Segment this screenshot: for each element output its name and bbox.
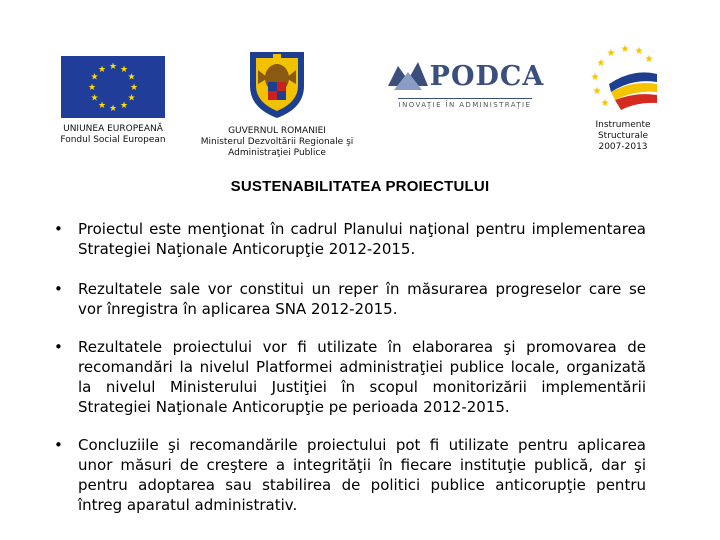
eu-flag-icon [61,56,165,118]
svg-text:★: ★ [620,44,630,55]
podca-tagline: INOVAŢIE ÎN ADMINISTRAŢIE [398,101,532,109]
svg-text:★: ★ [592,86,602,97]
svg-text:★: ★ [644,54,654,65]
svg-text:★: ★ [600,98,610,109]
list-item-text: Rezultatele sale vor constitui un reper în măsurarea progreselor care se vor înregistra în aplicarea SNA 2012-2015. [78,280,646,318]
podca-logo-text: PODCA [429,60,545,92]
list-item-text: Concluziile şi recomandările proiectului pot fi utilizate pentru aplicarea unor măsuri de creştere a integrităţii în fiecare instituţie publică, dar şi pentru adoptarea sau stabilirea de politici publice anticorupţie pentru întreg aparatul administrativ. [78,436,646,514]
list-item [52,279,646,319]
list-item [52,219,646,259]
svg-text:★: ★ [108,62,118,72]
svg-text:★: ★ [606,48,616,59]
svg-text:★: ★ [590,72,600,83]
svg-text:★: ★ [90,72,99,83]
svg-text:★: ★ [87,83,97,93]
podca-emblem-icon [386,58,430,94]
list-item [52,337,646,417]
coat-of-arms-icon [246,48,308,120]
svg-text:★: ★ [127,72,136,83]
page-title: SUSTENABILITATEA PROIECTULUI [230,178,490,195]
is-caption-line2: Structurale [597,131,649,141]
bullet-icon: • [54,280,63,298]
eu-caption-line2: Fondul Social European [60,135,166,145]
svg-text:★: ★ [97,101,107,111]
svg-text:★: ★ [129,83,139,93]
svg-text:★: ★ [634,46,644,57]
list-item-text: Proiectul este menţionat în cadrul Planului naţional pentru implementarea Strategiei Naţionale Anticorupţie 2012-2015. [78,220,646,258]
gov-caption-line3: Administraţiei Publice [228,148,326,158]
list-item-text: Rezultatele proiectului vor fi utilizate în elaborarea şi promovarea de recomandări la nivelul Platformei administraţiei publice locale, organizată la nivelul Ministerului Justiţiei în scopul monitorizării implementării Strategiei Naţionale Anticorupţie pe perioada 2012-2015. [78,338,646,416]
bullet-icon: • [54,338,63,356]
eu-caption-line1: UNIUNEA EUROPEANĂ [63,124,163,134]
is-caption-line1: Instrumente [595,120,651,130]
instrumente-structurale-logo-block [578,40,668,153]
podca-logo-block [380,58,550,109]
svg-text:★: ★ [97,65,107,75]
podca-divider [398,98,532,99]
bullet-icon: • [54,436,63,454]
gov-caption-line2: Ministerul Dezvoltării Regionale şi [200,137,354,147]
svg-text:★: ★ [90,93,99,104]
bullet-list [52,219,646,515]
gov-logo-block [182,48,372,159]
svg-text:★: ★ [127,93,136,104]
instrumente-structurale-emblem-icon [587,40,659,118]
gov-caption-line1: GUVERNUL ROMANIEI [228,126,326,136]
bullet-icon: • [54,220,63,238]
svg-text:★: ★ [596,58,606,69]
svg-text:★: ★ [108,104,118,114]
svg-text:★: ★ [119,65,129,75]
svg-text:★: ★ [119,101,129,111]
eu-logo-block [48,56,178,146]
is-caption-line3: 2007-2013 [598,142,648,152]
list-item [52,435,646,515]
